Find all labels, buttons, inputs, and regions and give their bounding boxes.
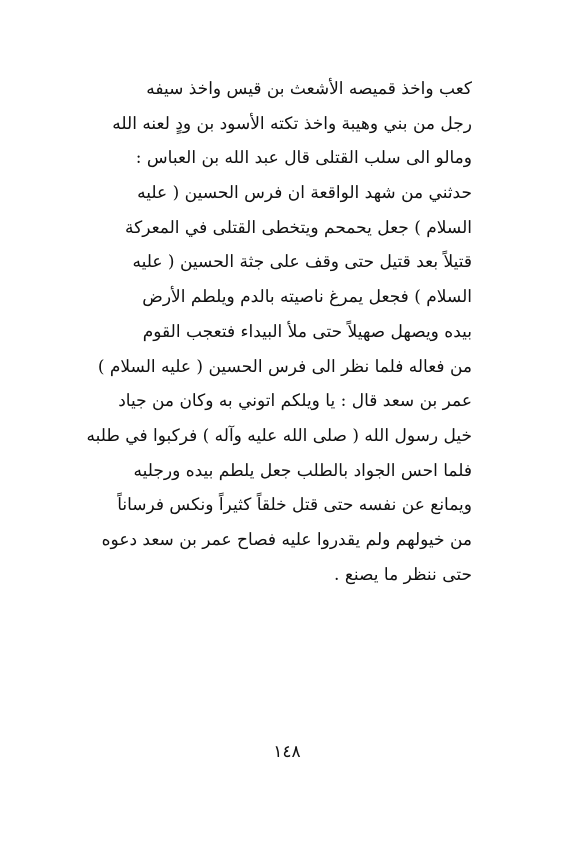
text-line-7: السلام ) فجعل يمرغ ناصيته بالدم ويلطم الأرض xyxy=(142,287,472,308)
text-line-4: حدثني من شهد الواقعة ان فرس الحسين ( عليه xyxy=(137,183,472,204)
text-line-9: من فعاله فلما نظر الى فرس الحسين ( عليه السلام ) xyxy=(97,356,472,377)
text-line-10: عمر بن سعد قال : يا ويلكم اتوني به وكان من جياد xyxy=(118,391,472,412)
text-line-8: بيده ويصهل صهيلاً حتى ملأ البيداء فتعجب القوم xyxy=(142,321,472,342)
text-line-1: كعب واخذ قميصه الأشعث بن قيس واخذ سيفه xyxy=(146,79,472,99)
text-line-2: رجل من بني وهيبة واخذ تكته الأسود بن ودٍ لعنه الله xyxy=(112,113,472,134)
page-body-text xyxy=(52,72,472,592)
text-line-15: حتى ننظر ما يصنع . xyxy=(334,564,472,585)
text-line-5: السلام ) جعل يحمحم ويتخطى القتلى في المعركة xyxy=(124,217,472,238)
text-line-12: فلما احس الجواد بالطلب جعل يلطم بيده ورجليه xyxy=(133,460,472,481)
page-number: ١٤٨ xyxy=(273,742,301,762)
text-line-13: ويمانع عن نفسه حتى قتل خلقاً كثيراً ونكس فرساناً xyxy=(117,495,472,516)
text-line-11: خيل رسول الله ( صلى الله عليه وآله ) فركبوا في طلبه xyxy=(86,425,472,446)
text-line-6: قتيلاً بعد قتيل حتى وقف على جثة الحسين ( عليه xyxy=(132,252,472,273)
text-line-14: من خيولهم ولم يقدروا عليه فصاح عمر بن سعد دعوه xyxy=(101,529,472,550)
text-line-3: ومالو الى سلب القتلى قال عبد الله بن العباس : xyxy=(135,148,472,169)
